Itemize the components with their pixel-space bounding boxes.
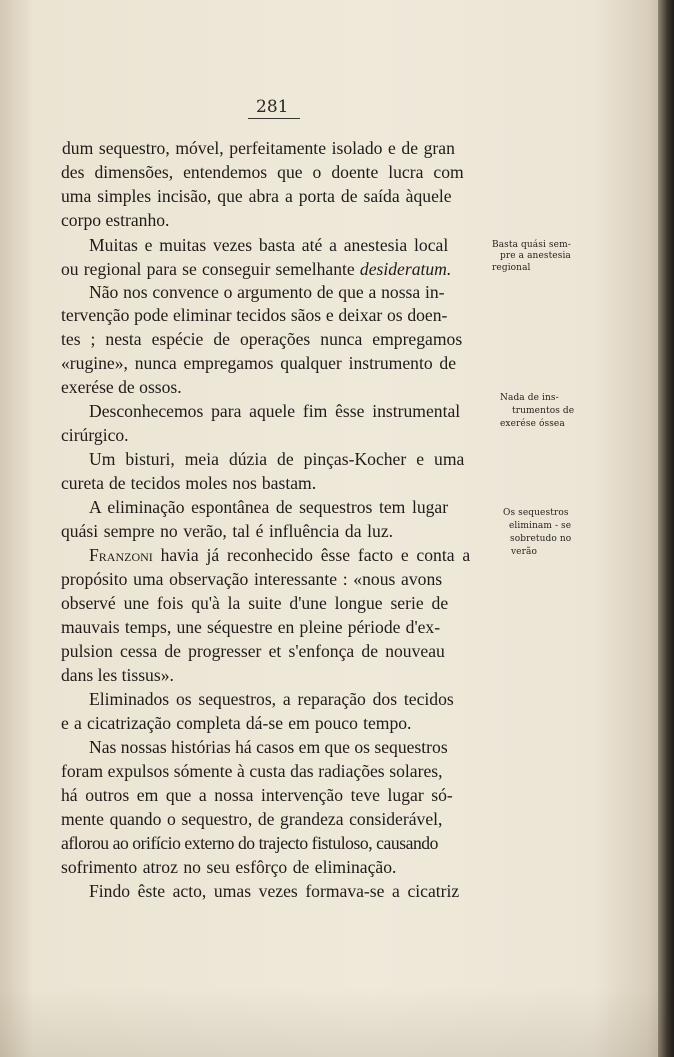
margin-note-line: pre a anestesia	[500, 251, 571, 261]
margin-note-line: sobretudo no	[510, 534, 572, 544]
text-line: exerése de ossos.	[61, 377, 182, 397]
margin-note-line: Nada de ins-	[500, 393, 559, 403]
text-line: cirúrgico.	[61, 425, 129, 445]
text-line: há outros em que a nossa intervenção teve lugar só-	[61, 785, 453, 805]
text-line: tervenção pode eliminar tecidos sãos e deixar os doen-	[61, 305, 448, 325]
page-number-rule	[248, 118, 300, 119]
text-line: dans les tissus».	[61, 665, 174, 685]
text-line: Eliminados os sequestros, a reparação dos tecidos	[89, 689, 454, 709]
text-line: dum sequestro, móvel, perfeitamente isolado e de gran	[62, 138, 455, 158]
author-name: Franzoni	[89, 545, 153, 565]
text-line: observé une fois qu'à la suite d'une longue serie de	[61, 593, 449, 613]
text-line: Muitas e muitas vezes basta até a anestesia local	[89, 235, 449, 255]
text-line: uma simples incisão, que abra a porta de saída àquele	[61, 186, 452, 206]
margin-note-line: Basta quási sem-	[492, 240, 571, 250]
text-line: aflorou ao orifício externo do trajecto fistuloso, causando	[61, 833, 438, 853]
margin-note-line: Os sequestros	[503, 508, 569, 518]
text-line	[89, 545, 470, 565]
text-line: mente quando o sequestro, de grandeza considerável,	[61, 809, 443, 829]
text-line: propósito uma observação interessante : «nous avons	[61, 569, 443, 589]
text-line: foram expulsos sómente à custa das radiações solares,	[61, 761, 443, 781]
text-segment: ou regional para se conseguir semelhante	[61, 259, 355, 279]
text-line: Desconhecemos para aquele fim êsse instrumental	[89, 401, 461, 421]
text-line: corpo estranho.	[61, 210, 170, 230]
page-number: 281	[256, 97, 289, 117]
text-line: e a cicatrização completa dá-se em pouco tempo.	[61, 713, 412, 733]
margin-note-line: eliminam - se	[509, 521, 572, 531]
margin-note-line: trumentos de	[512, 406, 575, 416]
text-line: «rugine», nunca empregamos qualquer instrumento de	[61, 353, 457, 373]
italic-term: desideratum.	[359, 259, 452, 279]
text-line: Um bisturi, meia dúzia de pinças-Kocher e uma	[89, 449, 465, 469]
margin-note-line: regional	[492, 263, 531, 273]
text-line: Nas nossas histórias há casos em que os sequestros	[89, 737, 448, 757]
text-line: quási sempre no verão, tal é influência da luz.	[61, 521, 394, 541]
text-line: cureta de tecidos moles nos bastam.	[61, 473, 317, 493]
text-line: A eliminação espontânea de sequestros tem lugar	[89, 497, 449, 517]
text-line: Não nos convence o argumento de que a nossa in-	[89, 282, 445, 302]
text-line	[61, 259, 451, 279]
text-line: des dimensões, entendemos que o doente lucra com	[61, 162, 464, 182]
text-line: Findo êste acto, umas vezes formava-se a cicatriz	[89, 881, 460, 901]
text-line: pulsion cessa de progresser et s'enfonça de nouveau	[61, 641, 445, 661]
text-line: mauvais temps, une séquestre en pleine période d'ex-	[61, 617, 441, 637]
page-edge-shadow	[658, 0, 674, 1057]
text-segment: havia já reconhecido êsse facto e conta a	[160, 545, 471, 565]
margin-note-line: exerése óssea	[500, 419, 565, 429]
text-line: sofrimento atroz no seu esfôrço de eliminação.	[61, 857, 397, 877]
text-line: tes ; nesta espécie de operações nunca empregamos	[61, 329, 463, 349]
margin-note-line: verão	[511, 547, 537, 557]
